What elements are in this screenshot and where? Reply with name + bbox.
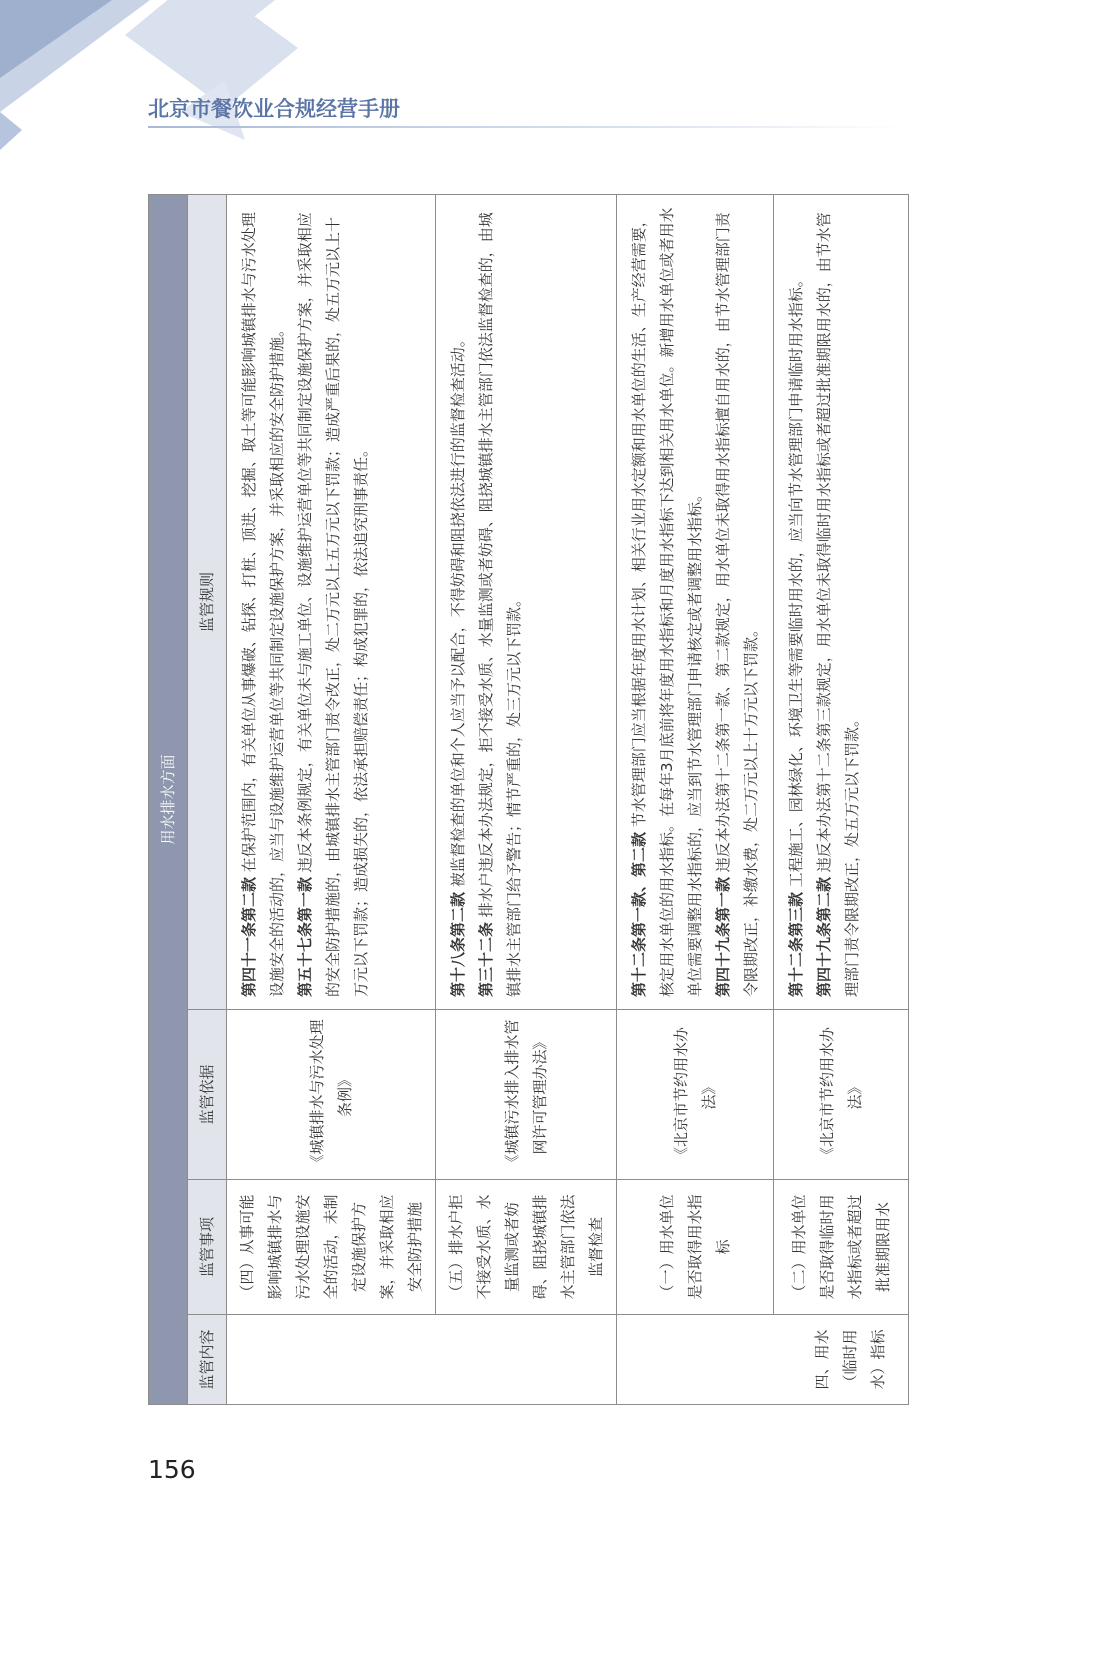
supervision-basis: 《北京市节约用水办法》 [774, 1010, 909, 1180]
title-rule [148, 126, 908, 128]
col-header-basis: 监管依据 [188, 1010, 227, 1180]
table-row [436, 194, 617, 1404]
rule-article: 第十八条第二款 [449, 891, 467, 997]
rule-text: 排水户违反本办法规定，拒不接受水质、水量监测或者妨碍、阻挠城镇排水主管部门依法监督检查的，由城镇排水主管部门给予警告；情节严重的，处三万元以下罚款。 [477, 212, 523, 997]
supervision-rules [436, 194, 617, 1009]
rotated-table-wrapper [148, 195, 892, 1405]
table-row [227, 194, 436, 1404]
page-number: 156 [148, 1455, 196, 1484]
category-cell-empty [436, 1315, 617, 1405]
rule-text: 违反本办法第十二条第一款、第二款规定，用水单位未取得用水指标擅自用水的，由节水管理部门责令限期改正，补缴水费，处二万元以上十万元以下罚款。 [714, 212, 760, 997]
rule-paragraph [810, 207, 866, 997]
rule-text: 节水管理部门应当根据年度用水计划、相关行业用水定额和用水单位的生活、生产经营需要，核定用水单位的用水指标。在每年3月底前将年度用水指标和月度用水指标下达到相关用水单位。新增用水单位或者用水单位需要调整用水指标的，应当到节水管理部门申请核定或者调整用水指标。 [630, 207, 704, 997]
book-title: 北京市餐饮业合规经营手册 [148, 97, 400, 121]
supervision-basis: 《北京市节约用水办法》 [617, 1010, 774, 1180]
rule-paragraph [235, 207, 291, 997]
rule-paragraph [291, 207, 375, 997]
rule-article: 第四十一条第二款 [240, 876, 258, 997]
supervision-rules [774, 194, 909, 1009]
col-header-rules: 监管规则 [188, 194, 227, 1009]
supervision-item: （四）从事可能影响城镇排水与污水处理设施安全的活动，未制定设施保护方案，并采取相应安全防护措施 [227, 1180, 436, 1315]
rule-text: 违反本办法第十二条第三款规定，用水单位未取得临时用水指标或者超过批准期限用水的，由节水管理部门责令限期改正，处五万元以下罚款。 [815, 212, 861, 997]
col-header-item: 监管事项 [188, 1180, 227, 1315]
rule-text: 违反本条例规定，有关单位未与施工单位、设施维护运营单位等共同制定设施保护方案，并采取相应的安全防护措施的，由城镇排水主管部门责令改正，处二万元以上五万元以下罚款；造成严重后果的，处五万元以上十万元以下罚款；造成损失的，依法承担赔偿责任；构成犯罪的，依法追究刑事责任。 [296, 212, 370, 997]
header-row [188, 194, 227, 1404]
rule-article: 第十二条第三款 [787, 891, 805, 997]
category-cell: 四、用水（临时用水）指标 [617, 1315, 909, 1405]
section-band [149, 194, 188, 1404]
supervision-rules [227, 194, 436, 1009]
rule-text: 在保护范围内，有关单位从事爆破、钻探、打桩、顶进、挖掘、取土等可能影响城镇排水与污水处理设施安全的活动的，应当与设施维护运营单位等共同制定设施保护方案，并采取相应的安全防护措施。 [240, 212, 286, 997]
supervision-rules [617, 194, 774, 1009]
supervision-item: （一）用水单位是否取得用水指标 [617, 1180, 774, 1315]
rule-article: 第四十九条第一款 [714, 876, 732, 997]
rule-text: 被监督检查的单位和个人应当予以配合，不得妨碍和阻挠依法进行的监督检查活动。 [449, 332, 467, 888]
rule-text: 工程施工、园林绿化、环境卫生等需要临时用水的，应当向节水管理部门申请临时用水指标。 [787, 272, 805, 888]
rule-article: 第四十九条第二款 [815, 876, 833, 997]
section-title: 用水排水方面 [149, 194, 188, 1404]
rule-paragraph [782, 207, 810, 997]
col-header-content: 监管内容 [188, 1315, 227, 1405]
supervision-item: （五）排水户拒不接受水质、水量监测或者妨碍、阻挠城镇排水主管部门依法监督检查 [436, 1180, 617, 1315]
supervision-basis: 《城镇排水与污水处理条例》 [227, 1010, 436, 1180]
rule-paragraph [444, 207, 472, 997]
supervision-item: （二）用水单位是否取得临时用水指标或者超过批准期限用水 [774, 1180, 909, 1315]
rule-article: 第五十七条第一款 [296, 876, 314, 997]
table-row [774, 194, 909, 1404]
rule-paragraph [709, 207, 765, 997]
corner-decoration [0, 0, 340, 170]
regulation-table [148, 194, 909, 1405]
rule-paragraph [625, 207, 709, 997]
rule-article: 第三十二条 [477, 921, 495, 997]
supervision-basis: 《城镇污水排入排水管网许可管理办法》 [436, 1010, 617, 1180]
rule-article: 第十二条第一款、第二款 [630, 831, 648, 997]
rule-paragraph [472, 207, 528, 997]
category-cell-empty [227, 1315, 436, 1405]
table-row [617, 194, 774, 1404]
